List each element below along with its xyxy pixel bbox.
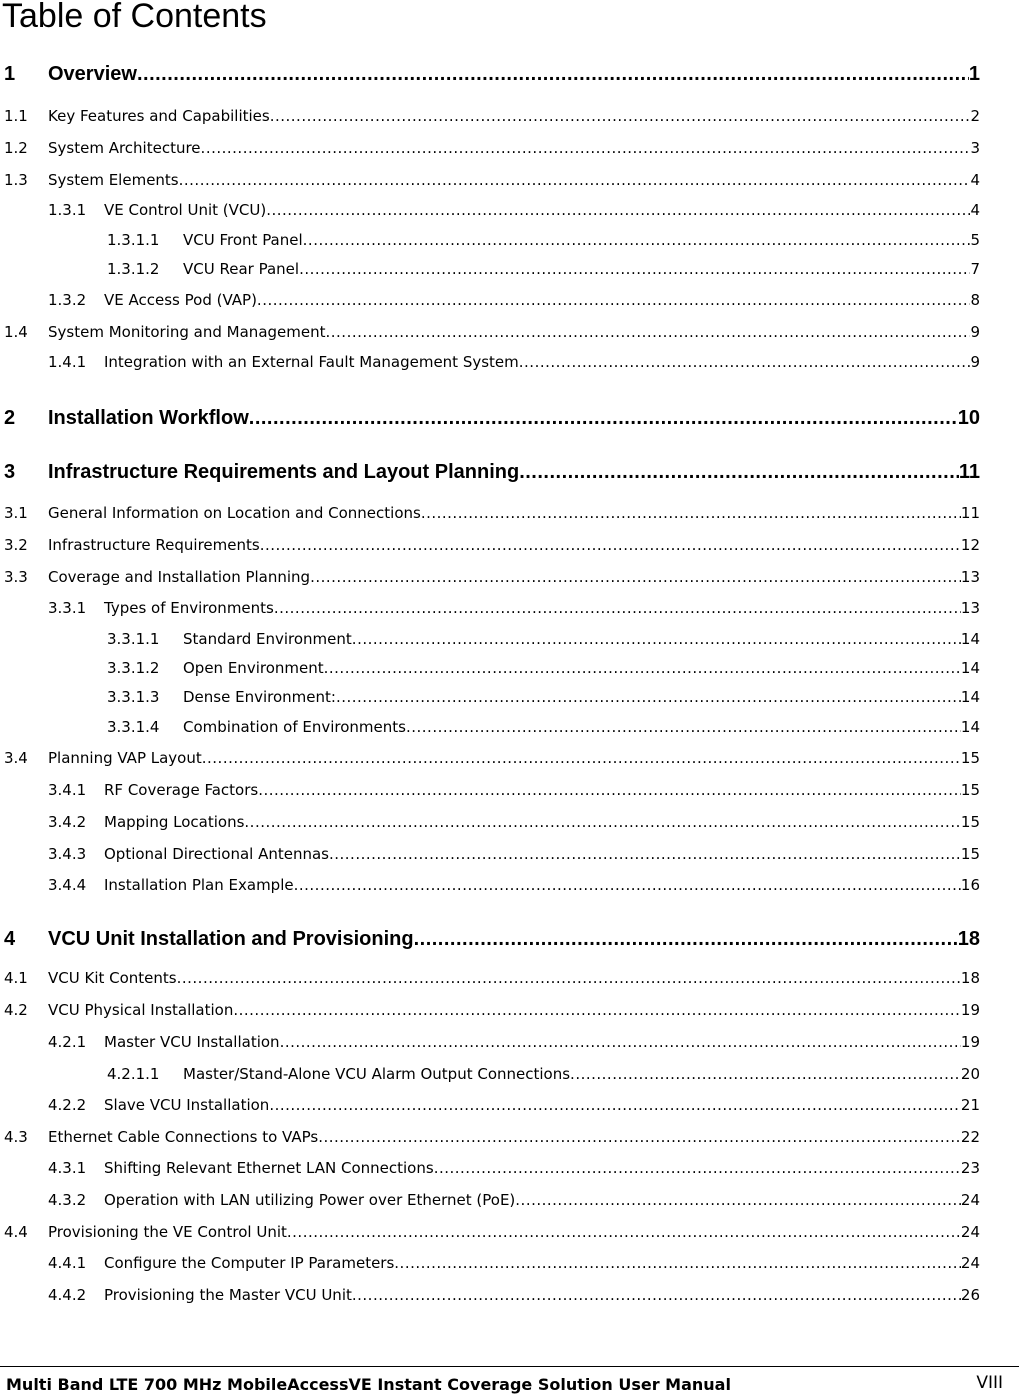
toc-entry-3-3[interactable]	[0, 567, 980, 587]
toc-entry-3-4[interactable]	[0, 748, 980, 768]
toc-entry-title: VE Access Pod (VAP)	[104, 291, 257, 309]
toc-entry-1-3-1-1[interactable]	[0, 230, 980, 250]
toc-entry-number: 1.3.1	[48, 201, 87, 219]
toc-entry-page-number: 11	[958, 461, 980, 483]
toc-entry-4-4-1[interactable]	[0, 1253, 980, 1273]
toc-dot-leader	[233, 1000, 961, 1020]
toc-entry-title: Overview	[48, 63, 137, 85]
toc-dot-leader	[515, 1190, 961, 1210]
toc-entry-title: Provisioning the VE Control Unit	[48, 1223, 287, 1241]
toc-entry-3-3-1-2[interactable]	[0, 658, 980, 678]
toc-entry-3-3-1[interactable]	[0, 598, 980, 618]
toc-dot-leader	[177, 968, 961, 988]
toc-entry-title: VCU Physical Installation	[48, 1001, 234, 1019]
toc-entry-title: Infrastructure Requirements and Layout Planning	[48, 461, 520, 483]
toc-dot-leader	[434, 1158, 961, 1178]
toc-entry-number: 3.3.1.2	[107, 659, 160, 677]
toc-entry-page-number: 15	[960, 749, 980, 767]
toc-entry-number: 4.2.2	[48, 1096, 87, 1114]
toc-dot-leader	[249, 406, 958, 430]
toc-dot-leader	[519, 352, 971, 372]
toc-entry-number: 1.4	[4, 323, 28, 341]
toc-dot-leader	[299, 259, 970, 279]
toc-entry-1-3-1-2[interactable]	[0, 259, 980, 279]
toc-dot-leader	[258, 780, 961, 800]
page-title: Table of Contents	[2, 0, 267, 35]
toc-entry-page-number: 14	[960, 718, 980, 736]
toc-entry-1-3-1[interactable]	[0, 200, 980, 220]
toc-entry-title: Integration with an External Fault Management System	[104, 353, 519, 371]
toc-entry-number: 3.4.3	[48, 845, 87, 863]
toc-entry-page-number: 1	[968, 63, 980, 85]
toc-entry-page-number: 13	[960, 599, 980, 617]
toc-entry-page-number: 22	[960, 1128, 980, 1146]
toc-entry-title: Dense Environment:	[183, 688, 336, 706]
toc-entry-number: 1.3	[4, 171, 28, 189]
toc-entry-4-3[interactable]	[0, 1127, 980, 1147]
toc-entry-title: Provisioning the Master VCU Unit	[104, 1286, 352, 1304]
toc-entry-title: Master VCU Installation	[104, 1033, 280, 1051]
toc-entry-number: 4	[4, 928, 16, 950]
toc-dot-leader	[274, 598, 961, 618]
toc-entry-title: System Architecture	[48, 139, 201, 157]
toc-dot-leader	[336, 687, 961, 707]
toc-entry-page-number: 26	[960, 1286, 980, 1304]
toc-dot-leader	[414, 927, 958, 951]
toc-entry-3-3-1-4[interactable]	[0, 717, 980, 737]
toc-dot-leader	[352, 1285, 961, 1305]
toc-entry-page-number: 2	[970, 107, 980, 125]
toc-entry-title: VCU Unit Installation and Provisioning	[48, 928, 414, 950]
toc-entry-3-4-2[interactable]	[0, 812, 980, 832]
toc-entry-2[interactable]	[0, 406, 980, 430]
toc-dot-leader	[310, 567, 961, 587]
toc-entry-4-3-2[interactable]	[0, 1190, 980, 1210]
toc-entry-4-4[interactable]	[0, 1222, 980, 1242]
toc-entry-number: 3.1	[4, 504, 28, 522]
toc-entry-page-number: 24	[960, 1254, 980, 1272]
footer-page-number: VIII	[976, 1373, 1003, 1393]
toc-dot-leader	[257, 290, 971, 310]
toc-dot-leader	[324, 658, 961, 678]
toc-entry-page-number: 21	[960, 1096, 980, 1114]
toc-entry-number: 1.3.1.1	[107, 231, 160, 249]
toc-entry-number: 2	[4, 407, 16, 429]
toc-entry-page-number: 20	[960, 1065, 980, 1083]
toc-entry-number: 1.2	[4, 139, 28, 157]
toc-entry-title: Slave VCU Installation	[104, 1096, 270, 1114]
toc-entry-3-3-1-1[interactable]	[0, 629, 980, 649]
toc-entry-number: 1.3.1.2	[107, 260, 160, 278]
toc-entry-title: Operation with LAN utilizing Power over Ethernet (PoE)	[104, 1191, 516, 1209]
toc-entry-4-4-2[interactable]	[0, 1285, 980, 1305]
toc-entry-number: 1	[4, 63, 16, 85]
footer-divider	[0, 1366, 1019, 1367]
toc-entry-title: Coverage and Installation Planning	[48, 568, 311, 586]
toc-entry-number: 4.4.2	[48, 1286, 87, 1304]
toc-entry-page-number: 7	[970, 260, 980, 278]
toc-entry-3-2[interactable]	[0, 535, 980, 555]
toc-entry-number: 1.1	[4, 107, 28, 125]
toc-entry-4-1[interactable]	[0, 968, 980, 988]
toc-dot-leader	[329, 844, 961, 864]
toc-entry-page-number: 19	[960, 1001, 980, 1019]
toc-entry-page-number: 15	[960, 845, 980, 863]
toc-dot-leader	[201, 138, 971, 158]
toc-entry-number: 4.1	[4, 969, 28, 987]
toc-entry-number: 3.4.4	[48, 876, 87, 894]
toc-entry-1-2[interactable]	[0, 138, 980, 158]
toc-entry-3-4-3[interactable]	[0, 844, 980, 864]
toc-entry-title: Master/Stand-Alone VCU Alarm Output Connections	[183, 1065, 571, 1083]
toc-entry-1-4[interactable]	[0, 322, 980, 342]
toc-entry-page-number: 4	[970, 171, 980, 189]
toc-entry-title: General Information on Location and Connections	[48, 504, 421, 522]
toc-dot-leader	[179, 170, 971, 190]
toc-entry-page-number: 8	[970, 291, 980, 309]
toc-dot-leader	[137, 62, 969, 86]
toc-entry-title: Optional Directional Antennas	[104, 845, 329, 863]
toc-dot-leader	[318, 1127, 961, 1147]
toc-entry-page-number: 3	[970, 139, 980, 157]
toc-dot-leader	[270, 106, 971, 126]
toc-dot-leader	[269, 1095, 961, 1115]
toc-entry-page-number: 4	[970, 201, 980, 219]
toc-entry-title: Mapping Locations	[104, 813, 245, 831]
toc-entry-number: 3.4	[4, 749, 28, 767]
toc-entry-1-4-1[interactable]	[0, 352, 980, 372]
toc-entry-page-number: 24	[960, 1223, 980, 1241]
toc-entry-title: VE Control Unit (VCU)	[104, 201, 267, 219]
toc-entry-page-number: 14	[960, 659, 980, 677]
toc-dot-leader	[202, 748, 961, 768]
toc-entry-page-number: 14	[960, 630, 980, 648]
toc-entry-page-number: 13	[960, 568, 980, 586]
toc-entry-title: Standard Environment	[183, 630, 352, 648]
toc-entry-number: 4.3.2	[48, 1191, 87, 1209]
toc-entry-title: Shifting Relevant Ethernet LAN Connections	[104, 1159, 434, 1177]
toc-entry-title: VCU Rear Panel	[183, 260, 300, 278]
toc-entry-4[interactable]	[0, 927, 980, 951]
footer-document-title: Multi Band LTE 700 MHz MobileAccessVE Instant Coverage Solution User Manual	[6, 1375, 731, 1394]
toc-entry-page-number: 12	[960, 536, 980, 554]
toc-entry-4-2-1[interactable]	[0, 1032, 980, 1052]
toc-entry-title: VCU Kit Contents	[48, 969, 177, 987]
toc-entry-page-number: 19	[960, 1033, 980, 1051]
toc-entry-number: 3.3.1.1	[107, 630, 160, 648]
toc-entry-page-number: 24	[960, 1191, 980, 1209]
toc-entry-number: 3.3.1.4	[107, 718, 160, 736]
toc-entry-title: Configure the Computer IP Parameters	[104, 1254, 395, 1272]
toc-entry-page-number: 9	[970, 353, 980, 371]
toc-entry-number: 4.4.1	[48, 1254, 87, 1272]
toc-dot-leader	[260, 535, 961, 555]
toc-entry-title: VCU Front Panel	[183, 231, 303, 249]
toc-entry-title: Combination of Environments	[183, 718, 406, 736]
toc-entry-number: 3.4.2	[48, 813, 87, 831]
toc-entry-3-1[interactable]	[0, 503, 980, 523]
toc-entry-page-number: 15	[960, 781, 980, 799]
toc-entry-3-4-4[interactable]	[0, 875, 980, 895]
toc-entry-3[interactable]	[0, 460, 980, 484]
toc-entry-number: 3.4.1	[48, 781, 87, 799]
toc-entry-title: RF Coverage Factors	[104, 781, 259, 799]
toc-entry-number: 4.2.1	[48, 1033, 87, 1051]
toc-entry-number: 1.4.1	[48, 353, 87, 371]
toc-entry-title: System Elements	[48, 171, 179, 189]
toc-entry-title: Open Environment	[183, 659, 324, 677]
toc-dot-leader	[280, 1032, 961, 1052]
toc-dot-leader	[421, 503, 961, 523]
toc-entry-1-1[interactable]	[0, 106, 980, 126]
toc-entry-4-2[interactable]	[0, 1000, 980, 1020]
toc-dot-leader	[326, 322, 971, 342]
toc-dot-leader	[519, 460, 959, 484]
toc-entry-page-number: 11	[960, 504, 980, 522]
toc-entry-number: 1.3.2	[48, 291, 87, 309]
toc-dot-leader	[352, 629, 961, 649]
toc-entry-number: 4.2.1.1	[107, 1065, 160, 1083]
toc-entry-title: Installation Plan Example	[104, 876, 294, 894]
toc-entry-number: 3.2	[4, 536, 28, 554]
toc-entry-page-number: 14	[960, 688, 980, 706]
toc-entry-4-2-2[interactable]	[0, 1095, 980, 1115]
toc-dot-leader	[406, 717, 961, 737]
toc-dot-leader	[303, 230, 971, 250]
toc-entry-number: 3.3.1	[48, 599, 87, 617]
toc-entry-number: 3.3.1.3	[107, 688, 160, 706]
toc-entry-1-3-2[interactable]	[0, 290, 980, 310]
toc-dot-leader	[266, 200, 970, 220]
toc-entry-1-3[interactable]	[0, 170, 980, 190]
toc-entry-number: 3.3	[4, 568, 28, 586]
toc-entry-4-2-1-1[interactable]	[0, 1064, 980, 1084]
toc-entry-page-number: 23	[960, 1159, 980, 1177]
toc-entry-number: 4.4	[4, 1223, 28, 1241]
toc-entry-3-4-1[interactable]	[0, 780, 980, 800]
toc-entry-4-3-1[interactable]	[0, 1158, 980, 1178]
toc-entry-title: System Monitoring and Management	[48, 323, 326, 341]
toc-entry-title: Installation Workflow	[48, 407, 249, 429]
toc-entry-page-number: 16	[960, 876, 980, 894]
toc-entry-number: 4.2	[4, 1001, 28, 1019]
toc-entry-number: 4.3.1	[48, 1159, 87, 1177]
toc-entry-page-number: 10	[957, 407, 980, 429]
toc-entry-title: Planning VAP Layout	[48, 749, 202, 767]
toc-entry-page-number: 18	[957, 928, 980, 950]
toc-dot-leader	[287, 1222, 961, 1242]
toc-entry-3-3-1-3[interactable]	[0, 687, 980, 707]
toc-entry-title: Infrastructure Requirements	[48, 536, 260, 554]
toc-entry-1[interactable]	[0, 62, 980, 86]
toc-entry-page-number: 15	[960, 813, 980, 831]
toc-dot-leader	[570, 1064, 961, 1084]
toc-entry-page-number: 18	[960, 969, 980, 987]
toc-entry-page-number: 9	[970, 323, 980, 341]
toc-dot-leader	[244, 812, 961, 832]
toc-entry-title: Key Features and Capabilities	[48, 107, 270, 125]
toc-entry-number: 4.3	[4, 1128, 28, 1146]
toc-entry-title: Types of Environments	[104, 599, 274, 617]
toc-entry-page-number: 5	[970, 231, 980, 249]
toc-dot-leader	[294, 875, 961, 895]
toc-entry-number: 3	[4, 461, 16, 483]
toc-dot-leader	[394, 1253, 961, 1273]
toc-entry-title: Ethernet Cable Connections to VAPs	[48, 1128, 319, 1146]
